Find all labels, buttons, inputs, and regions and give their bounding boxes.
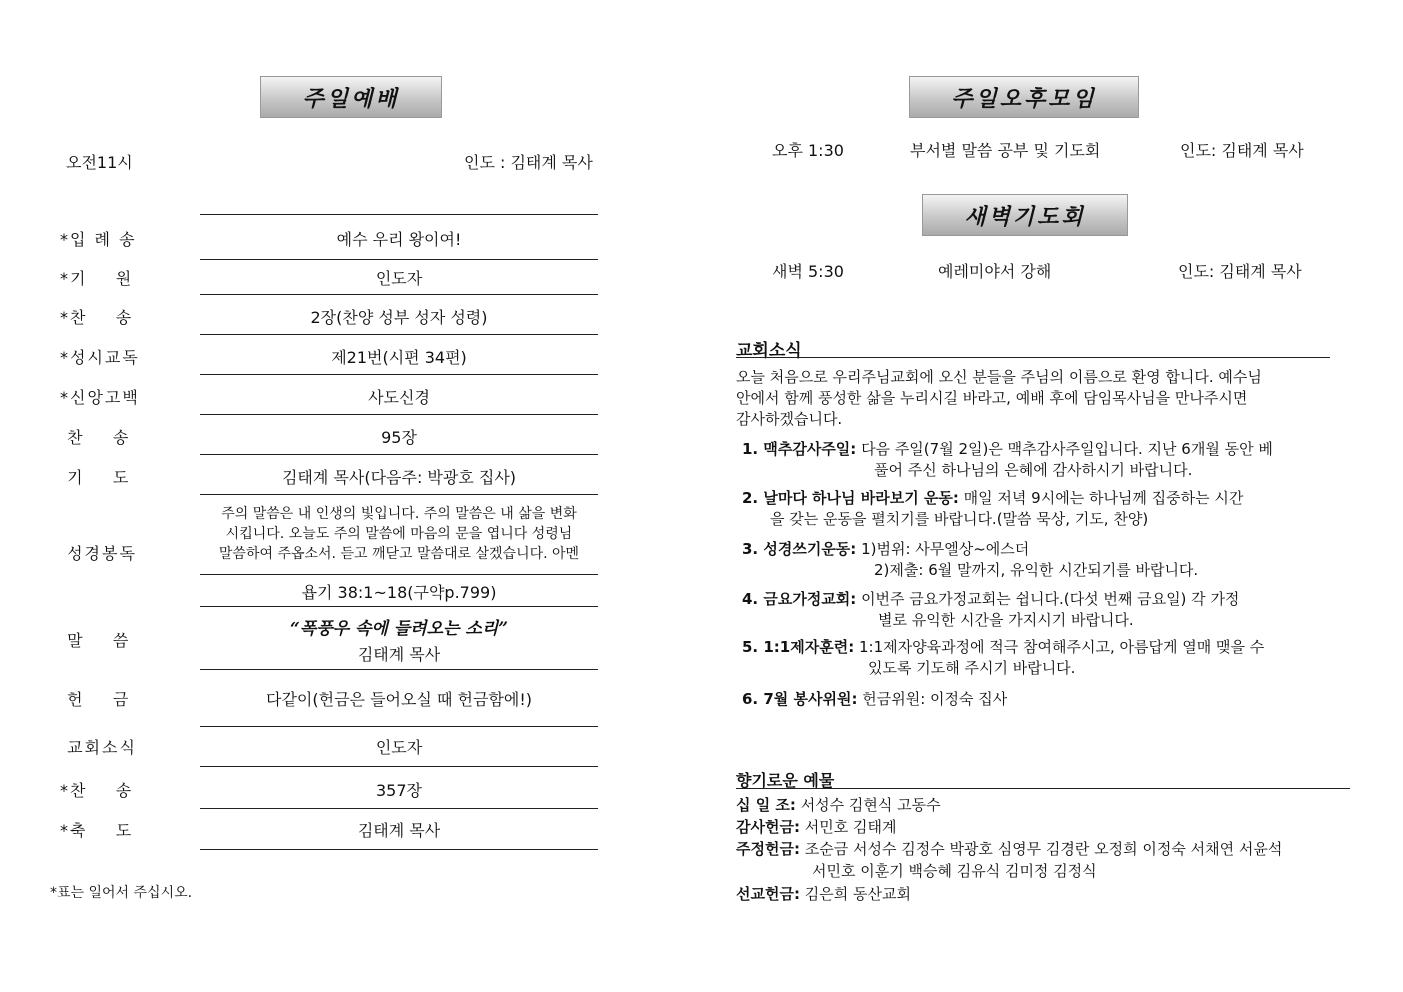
news-item-text: 매일 저녁 9시에는 하나님께 집중하는 시간 (958, 489, 1244, 507)
offering-row (736, 838, 1282, 859)
news-item-head: 6. 7월 봉사위원: (742, 690, 858, 708)
offering-row (736, 794, 941, 815)
offering-names: 서민호 이훈기 백승혜 김유식 김미정 김정식 (812, 862, 1097, 880)
news-item-head: 4. 금요가정교회: (742, 590, 857, 608)
order-value: 다같이(헌금은 들어오실 때 헌금함에!) (266, 690, 532, 709)
offering-row (812, 860, 1097, 881)
order-label: *축 도 (60, 821, 134, 840)
news-item (742, 439, 1332, 481)
divider (200, 259, 598, 260)
offering-key: 감사헌금: (736, 818, 800, 836)
news-underline (736, 357, 1330, 358)
order-label: 찬 송 (60, 428, 131, 447)
news-item (742, 589, 1332, 631)
divider (200, 574, 598, 575)
divider (200, 334, 598, 335)
intro-line: 오늘 처음으로 우리주님교회에 오신 분들을 주님의 이름으로 환영 합니다. 예수님 (736, 368, 1262, 386)
order-label: 헌 금 (60, 690, 131, 709)
dawn-banner: 새벽기도회 (922, 194, 1128, 236)
dawn-leader: 인도: 김태계 목사 (1178, 262, 1302, 281)
order-value: 김태계 목사 (357, 645, 441, 664)
order-label: 기 도 (60, 468, 131, 487)
news-item-text: 2)제출: 6월 말까지, 유익한 시간되기를 바랍니다. (874, 561, 1199, 579)
order-value: 357장 (376, 781, 422, 800)
news-item-text: 풀어 주신 하나님의 은혜에 감사하시기 바랍니다. (874, 461, 1193, 479)
divider (200, 669, 598, 670)
news-item-head: 5. 1:1제자훈련: (742, 638, 855, 656)
dawn-time: 새벽 5:30 (772, 262, 844, 281)
news-item (742, 689, 1332, 710)
order-label: 성경봉독 (60, 544, 137, 563)
offering-names: 김은희 동산교회 (799, 885, 911, 903)
news-item-text: 별로 유익한 시간을 가지시기 바랍니다. (878, 611, 1134, 629)
afternoon-leader: 인도: 김태계 목사 (1180, 141, 1304, 160)
scripture-prayer (200, 504, 598, 564)
intro-line: 안에서 함께 풍성한 삶을 누리시길 바라고, 예배 후에 담임목사님을 만나주시면 (736, 389, 1248, 407)
divider (200, 494, 598, 495)
news-item-head: 2. 날마다 하나님 바라보기 운동: (742, 489, 959, 507)
divider (200, 808, 598, 809)
worship-banner: 주일예배 (260, 76, 442, 118)
prayer-line: 시킵니다. 오늘도 주의 말씀에 마음의 문을 엽니다 성령님 (225, 526, 573, 542)
order-value: 2장(찬양 성부 성자 성령) (310, 308, 488, 327)
divider (200, 374, 598, 375)
offering-row (736, 816, 896, 837)
order-label: *찬 송 (60, 781, 134, 800)
offering-names: 서민호 김태계 (799, 818, 897, 836)
order-value: 사도신경 (368, 388, 430, 407)
news-item-text: 헌금위원: 이정숙 집사 (857, 690, 1008, 708)
divider (200, 214, 598, 215)
afternoon-banner: 주일오후모임 (909, 76, 1139, 118)
service-time: 오전11시 (66, 153, 133, 172)
news-item-text: 1)범위: 사무엘상~에스더 (856, 540, 1030, 558)
scripture-reference: 욥기 38:1~18(구약p.799) (301, 583, 497, 602)
order-label: *신앙고백 (60, 388, 140, 407)
divider (200, 606, 598, 607)
order-value: 제21번(시편 34편) (331, 348, 467, 367)
news-item (742, 488, 1332, 530)
offering-key: 주정헌금: (736, 840, 800, 858)
prayer-line: 말씀하여 주옵소서. 듣고 깨닫고 말씀대로 살겠습니다. 아멘 (218, 546, 580, 562)
order-value: 인도자 (375, 269, 423, 288)
news-item-text: 이번주 금요가정교회는 쉽니다.(다섯 번째 금요일) 각 가정 (856, 590, 1240, 608)
news-item (742, 637, 1332, 679)
order-label: 교회소식 (60, 738, 137, 757)
order-value: 인도자 (375, 738, 423, 757)
prayer-line: 주의 말씀은 내 인생의 빛입니다. 주의 말씀은 내 삶을 변화 (221, 506, 577, 522)
divider (200, 294, 598, 295)
offering-names: 조순금 서성수 김정수 박광호 심영무 김경란 오정희 이정숙 서채연 서윤석 (799, 840, 1283, 858)
afternoon-time: 오후 1:30 (772, 141, 844, 160)
offering-key: 선교헌금: (736, 885, 800, 903)
dawn-desc: 예레미야서 강해 (938, 262, 1052, 281)
divider (200, 454, 598, 455)
offering-underline (736, 788, 1350, 789)
offering-key: 십 일 조: (736, 796, 796, 814)
divider (200, 766, 598, 767)
news-item-text: 을 갖는 운동을 펼치기를 바랍니다.(말씀 묵상, 기도, 찬양) (770, 510, 1149, 528)
intro-line: 감사하겠습니다. (736, 410, 843, 428)
order-value: 예수 우리 왕이여! (336, 230, 462, 249)
offering-row (736, 883, 911, 904)
service-leader: 인도 : 김태계 목사 (464, 153, 593, 172)
news-item-text: 1:1제자양육과정에 적극 참여해주시고, 아름답게 열매 맺을 수 (854, 638, 1265, 656)
order-label: 말 씀 (60, 631, 131, 650)
order-label: *기 원 (60, 269, 134, 288)
order-value: 김태계 목사(다음주: 박광호 집사) (281, 468, 517, 487)
order-value: 95장 (381, 428, 417, 447)
divider (200, 849, 598, 850)
footnote: *표는 일어서 주십시오. (50, 885, 193, 901)
divider (200, 414, 598, 415)
offering-heading: 향기로운 예물 (736, 771, 835, 790)
sermon-title: “폭풍우 속에 들려오는 소리” (290, 619, 508, 639)
order-label: *찬 송 (60, 308, 134, 327)
news-item-text: 다음 주일(7월 2일)은 맥추감사주일입니다. 지난 6개월 동안 베 (856, 440, 1273, 458)
news-heading: 교회소식 (736, 341, 802, 361)
news-item-head: 1. 맥추감사주일: (742, 440, 857, 458)
order-label: *성시교독 (60, 348, 140, 367)
news-item-head: 3. 성경쓰기운동: (742, 540, 857, 558)
news-item (742, 539, 1332, 581)
order-value: 김태계 목사 (357, 821, 441, 840)
news-item-text: 있도록 기도해 주시기 바랍니다. (868, 659, 1076, 677)
offering-names: 서성수 김현식 고동수 (795, 796, 941, 814)
order-label: *입 례 송 (60, 230, 137, 249)
divider (200, 726, 598, 727)
afternoon-desc: 부서별 말씀 공부 및 기도회 (910, 141, 1101, 160)
news-intro (736, 367, 1332, 430)
